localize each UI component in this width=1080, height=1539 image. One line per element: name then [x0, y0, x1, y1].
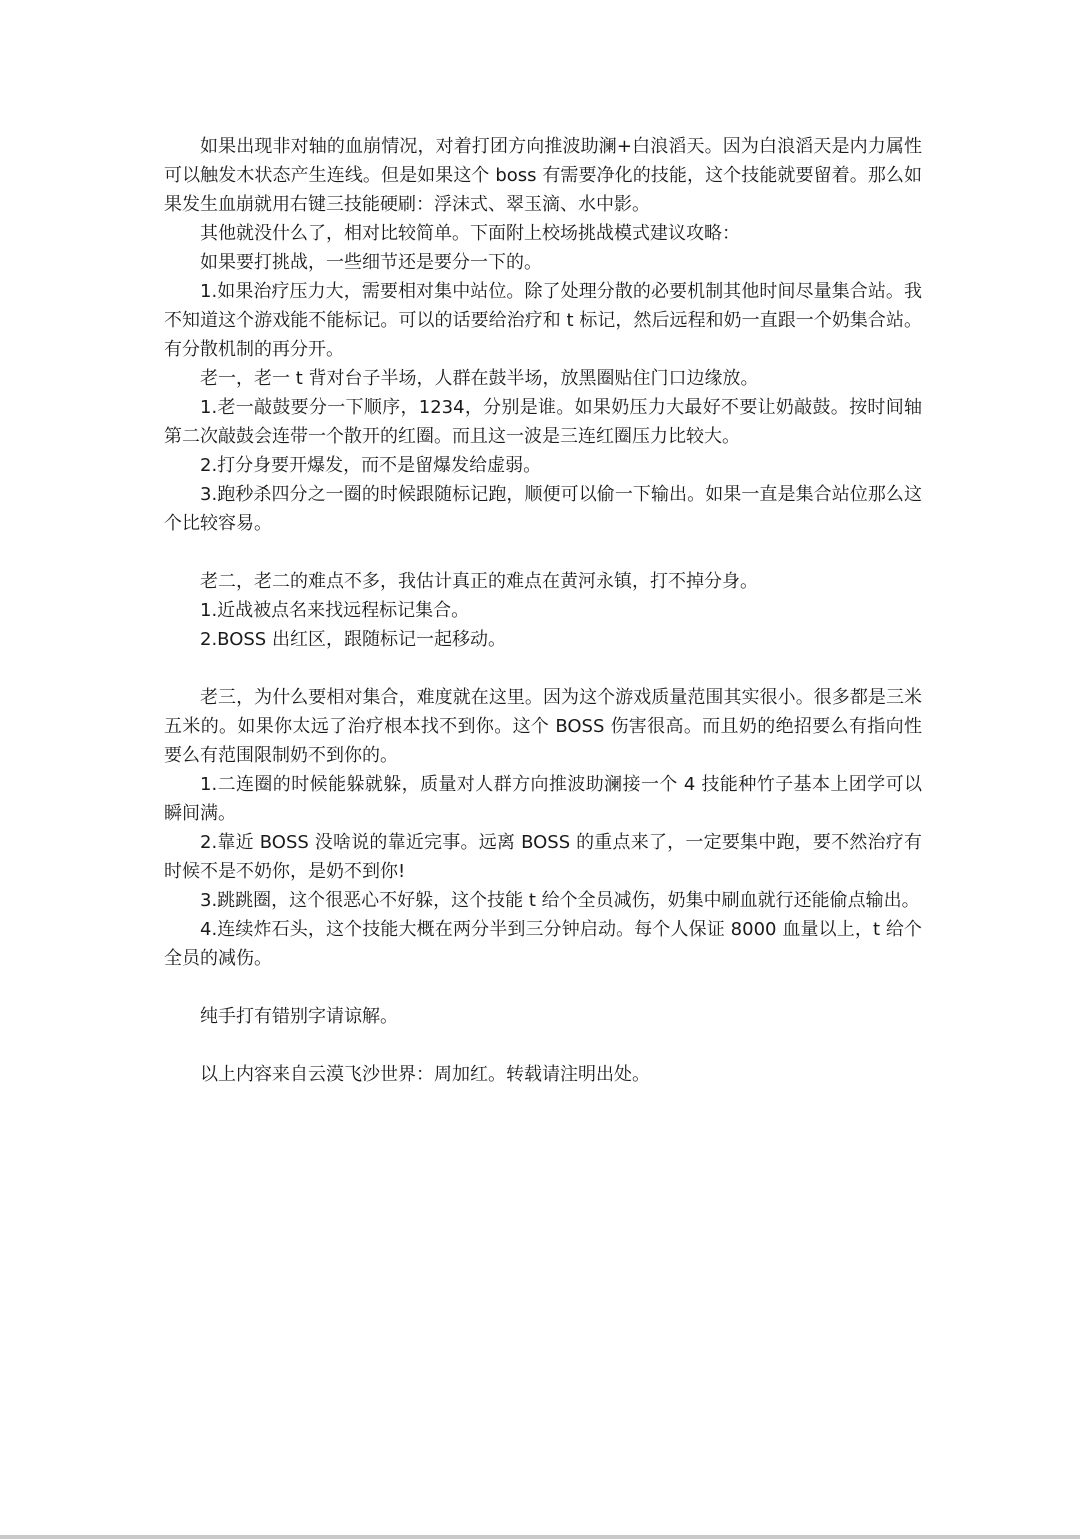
- paragraph-boss1-tip2: 2.打分身要开爆发，而不是留爆发给虚弱。: [200, 455, 542, 476]
- paragraph-boss3-tip3: 3.跳跳圈，这个很恶心不好躲，这个技能 t 给个全员减伤，奶集中刷血就行还能偷点输出。: [200, 890, 920, 911]
- paragraph-raid-heal: 如果出现非对轴的血崩情况，对着打团方向推波助澜+白浪滔天。因为白浪滔天是内力属性可以触发木状态产生连线。但是如果这个 boss 有需要净化的技能，这个技能就要留着。那么如果发生血崩就用右键三技能硬刷：浮沫式、翠玉滴、水中影。: [164, 136, 922, 215]
- paragraph-boss3-tip4: 4.连续炸石头，这个技能大概在两分半到三分钟启动。每个人保证 8000 血量以上，t 给个全员的减伤。: [164, 919, 922, 969]
- paragraph-spacer: [164, 973, 922, 1002]
- paragraph-summary: 其他就没什么了，相对比较简单。下面附上校场挑战模式建议攻略：: [200, 223, 740, 244]
- paragraph-spacer: [164, 654, 922, 683]
- paragraph-boss3-heading: 老三，为什么要相对集合，难度就在这里。因为这个游戏质量范围其实很小。很多都是三米五米的。如果你太远了治疗根本找不到你。这个 BOSS 伤害很高。而且奶的绝招要么有指向性要么有范围限制奶不到你的。: [164, 687, 922, 766]
- paragraph-boss3-tip2: 2.靠近 BOSS 没啥说的靠近完事。远离 BOSS 的重点来了，一定要集中跑，要不然治疗有时候不是不奶你，是奶不到你!: [164, 832, 922, 882]
- paragraph-typo-note: 纯手打有错别字请谅解。: [200, 1006, 398, 1027]
- paragraph-boss1-tip3: 3.跑秒杀四分之一圈的时候跟随标记跑，顺便可以偷一下输出。如果一直是集合站位那么这个比较容易。: [164, 484, 922, 534]
- paragraph-boss1-tip1: 1.老一敲鼓要分一下顺序，1234，分别是谁。如果奶压力大最好不要让奶敲鼓。按时间轴第二次敲鼓会连带一个散开的红圈。而且这一波是三连红圈压力比较大。: [164, 397, 922, 447]
- paragraph-spacer: [164, 1031, 922, 1060]
- paragraph-spacer: [164, 538, 922, 567]
- paragraph-boss3-tip1: 1.二连圈的时候能躲就躲，质量对人群方向推波助澜接一个 4 技能种竹子基本上团学可以瞬间满。: [164, 774, 922, 824]
- paragraph-boss2-heading: 老二，老二的难点不多，我估计真正的难点在黄河永镇，打不掉分身。: [200, 571, 758, 592]
- paragraph-source-note: 以上内容来自云漠飞沙世界：周加红。转载请注明出处。: [200, 1064, 650, 1085]
- page-bottom-edge: [0, 1535, 1080, 1539]
- paragraph-positioning: 1.如果治疗压力大，需要相对集中站位。除了处理分散的必要机制其他时间尽量集合站。我不知道这个游戏能不能标记。可以的话要给治疗和 t 标记，然后远程和奶一直跟一个奶集合站。有分散机制的再分开。: [164, 281, 922, 360]
- document-body: [164, 132, 922, 1089]
- paragraph-boss1-heading: 老一，老一 t 背对台子半场，人群在鼓半场，放黑圈贴住门口边缘放。: [200, 368, 759, 389]
- paragraph-boss2-tip2: 2.BOSS 出红区，跟随标记一起移动。: [200, 629, 506, 650]
- paragraph-challenge-intro: 如果要打挑战，一些细节还是要分一下的。: [200, 252, 542, 273]
- paragraph-boss2-tip1: 1.近战被点名来找远程标记集合。: [200, 600, 470, 621]
